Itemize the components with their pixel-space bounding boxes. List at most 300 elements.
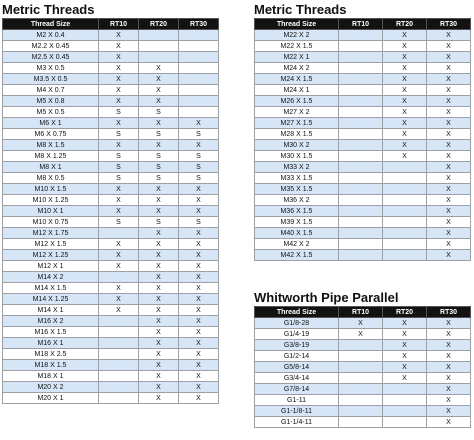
compatibility-cell	[179, 41, 219, 52]
compatibility-cell	[339, 395, 383, 406]
header-row	[255, 19, 471, 30]
table-row	[3, 30, 219, 41]
table-row	[255, 129, 471, 140]
compatibility-cell: X	[427, 384, 471, 395]
thread-size-cell: M22 X 1	[255, 52, 339, 63]
thread-size-cell: M14 X 2	[3, 272, 99, 283]
thread-size-cell: M8 X 0.5	[3, 173, 99, 184]
compatibility-cell	[383, 395, 427, 406]
compatibility-cell: X	[139, 349, 179, 360]
thread-size-cell: M20 X 1	[3, 393, 99, 404]
compatibility-cell: X	[383, 85, 427, 96]
table-row	[3, 349, 219, 360]
rt30-header: RT30	[179, 19, 219, 30]
compatibility-cell: X	[179, 250, 219, 261]
compatibility-cell: X	[99, 283, 139, 294]
compatibility-cell: S	[179, 151, 219, 162]
compatibility-cell: X	[99, 30, 139, 41]
compatibility-cell	[99, 393, 139, 404]
compatibility-cell: X	[427, 184, 471, 195]
compatibility-cell	[339, 195, 383, 206]
rt10-header: RT10	[339, 307, 383, 318]
table-row	[255, 417, 471, 428]
thread-size-cell: M8 X 1.25	[3, 151, 99, 162]
compatibility-cell: X	[139, 261, 179, 272]
thread-size-cell: G1/2-14	[255, 351, 339, 362]
compatibility-cell: X	[99, 206, 139, 217]
table-row	[255, 239, 471, 250]
compatibility-cell: X	[383, 52, 427, 63]
thread-size-cell: M42 X 2	[255, 239, 339, 250]
compatibility-cell	[339, 85, 383, 96]
compatibility-cell: X	[99, 140, 139, 151]
thread-size-cell: M12 X 1.5	[3, 239, 99, 250]
table-row	[3, 272, 219, 283]
section-title: Metric Threads	[2, 2, 95, 17]
compatibility-cell: X	[179, 294, 219, 305]
compatibility-cell: X	[139, 140, 179, 151]
compatibility-cell: X	[139, 250, 179, 261]
compatibility-cell: X	[339, 329, 383, 340]
compatibility-cell: X	[427, 173, 471, 184]
compatibility-cell	[99, 316, 139, 327]
compatibility-cell	[99, 360, 139, 371]
compatibility-cell: S	[139, 173, 179, 184]
compatibility-cell: X	[383, 107, 427, 118]
compatibility-cell: X	[179, 360, 219, 371]
compatibility-cell	[383, 384, 427, 395]
compatibility-cell	[339, 417, 383, 428]
compatibility-cell: S	[139, 162, 179, 173]
compatibility-cell	[339, 173, 383, 184]
compatibility-cell: X	[179, 184, 219, 195]
table-row	[3, 371, 219, 382]
thread-size-cell: M18 X 1	[3, 371, 99, 382]
compatibility-cell: X	[179, 393, 219, 404]
compatibility-cell: X	[427, 162, 471, 173]
compatibility-cell: X	[383, 41, 427, 52]
compatibility-cell	[179, 107, 219, 118]
thread-size-cell: M5 X 0.5	[3, 107, 99, 118]
table-row	[255, 206, 471, 217]
table-row	[255, 228, 471, 239]
thread-size-cell: M6 X 0.75	[3, 129, 99, 140]
thread-size-cell: M30 X 1.5	[255, 151, 339, 162]
table-row	[255, 107, 471, 118]
rt30-header: RT30	[427, 19, 471, 30]
thread-size-cell: M24 X 2	[255, 63, 339, 74]
compatibility-cell: X	[427, 329, 471, 340]
table-row	[3, 96, 219, 107]
header-row	[3, 19, 219, 30]
compatibility-cell: X	[427, 228, 471, 239]
compatibility-cell	[99, 371, 139, 382]
rt20-header: RT20	[383, 307, 427, 318]
compatibility-cell: X	[383, 96, 427, 107]
thread-size-cell: M6 X 1	[3, 118, 99, 129]
table-row	[3, 217, 219, 228]
compatibility-cell: X	[99, 63, 139, 74]
thread-size-cell: G1/8-28	[255, 318, 339, 329]
compatibility-cell: X	[179, 382, 219, 393]
table-row	[255, 30, 471, 41]
compatibility-cell: X	[383, 362, 427, 373]
table-row	[255, 173, 471, 184]
compatibility-cell: X	[139, 85, 179, 96]
compatibility-cell: S	[99, 151, 139, 162]
compatibility-cell: X	[383, 118, 427, 129]
compatibility-cell: S	[139, 151, 179, 162]
table-row	[3, 338, 219, 349]
rt20-header: RT20	[383, 19, 427, 30]
compatibility-cell: X	[99, 85, 139, 96]
compatibility-cell: X	[383, 340, 427, 351]
thread-size-cell: M10 X 1.25	[3, 195, 99, 206]
compatibility-cell: X	[139, 206, 179, 217]
table-row	[255, 151, 471, 162]
table-row	[3, 162, 219, 173]
compatibility-cell: S	[99, 129, 139, 140]
compatibility-cell	[383, 228, 427, 239]
compatibility-cell: X	[99, 41, 139, 52]
table-row	[3, 195, 219, 206]
compatibility-cell: S	[179, 129, 219, 140]
compatibility-cell	[383, 406, 427, 417]
table-row	[3, 129, 219, 140]
compatibility-cell: X	[339, 318, 383, 329]
thread-size-cell: M24 X 1	[255, 85, 339, 96]
compatibility-cell	[339, 118, 383, 129]
compatibility-cell: X	[383, 318, 427, 329]
thread-size-cell: M26 X 1.5	[255, 96, 339, 107]
compatibility-cell: X	[427, 52, 471, 63]
thread-size-cell: M16 X 1.5	[3, 327, 99, 338]
table-row	[255, 217, 471, 228]
thread-size-cell: M12 X 1.25	[3, 250, 99, 261]
compatibility-cell: X	[427, 340, 471, 351]
compatibility-cell	[339, 129, 383, 140]
compatibility-cell: S	[99, 217, 139, 228]
compatibility-cell: X	[427, 217, 471, 228]
thread-size-cell: M33 X 1.5	[255, 173, 339, 184]
compatibility-cell: X	[427, 63, 471, 74]
compatibility-cell	[339, 340, 383, 351]
table-row	[3, 74, 219, 85]
compatibility-cell	[179, 30, 219, 41]
compatibility-cell: X	[99, 74, 139, 85]
compatibility-cell	[339, 206, 383, 217]
thread-size-cell: M5 X 0.8	[3, 96, 99, 107]
table-row	[3, 327, 219, 338]
compatibility-cell: X	[427, 250, 471, 261]
compatibility-cell	[139, 41, 179, 52]
compatibility-cell: X	[99, 118, 139, 129]
compatibility-cell: X	[427, 195, 471, 206]
compatibility-cell: X	[139, 272, 179, 283]
compatibility-cell: X	[99, 261, 139, 272]
thread-size-cell: M20 X 2	[3, 382, 99, 393]
compatibility-cell: X	[427, 351, 471, 362]
compatibility-cell	[339, 228, 383, 239]
thread-size-cell: M12 X 1	[3, 261, 99, 272]
table-row	[3, 294, 219, 305]
thread-size-cell: G3/4-14	[255, 373, 339, 384]
thread-size-cell: M18 X 2.5	[3, 349, 99, 360]
compatibility-cell: S	[99, 107, 139, 118]
table-row	[3, 206, 219, 217]
compatibility-cell: X	[139, 195, 179, 206]
compatibility-cell: X	[427, 140, 471, 151]
compatibility-cell: X	[99, 195, 139, 206]
table-row	[255, 63, 471, 74]
compatibility-cell: X	[427, 206, 471, 217]
compatibility-cell: X	[179, 327, 219, 338]
compatibility-cell: X	[383, 373, 427, 384]
compatibility-cell	[339, 184, 383, 195]
thread-size-cell: M2.5 X 0.45	[3, 52, 99, 63]
thread-size-cell: M10 X 1.5	[3, 184, 99, 195]
compatibility-cell: X	[179, 272, 219, 283]
compatibility-cell: X	[427, 417, 471, 428]
compatibility-cell: X	[427, 96, 471, 107]
table-row	[3, 140, 219, 151]
compatibility-cell	[99, 272, 139, 283]
compatibility-cell	[339, 384, 383, 395]
compatibility-cell: X	[179, 140, 219, 151]
compatibility-cell	[339, 41, 383, 52]
compatibility-cell: X	[427, 129, 471, 140]
compatibility-cell: X	[139, 118, 179, 129]
compatibility-cell: X	[99, 305, 139, 316]
compatibility-cell	[339, 63, 383, 74]
thread-size-cell: M8 X 1	[3, 162, 99, 173]
header-row	[255, 307, 471, 318]
compatibility-cell: X	[427, 118, 471, 129]
thread-size-cell: M36 X 1.5	[255, 206, 339, 217]
thread-size-cell: M14 X 1	[3, 305, 99, 316]
compatibility-cell: X	[179, 283, 219, 294]
compatibility-cell: S	[139, 217, 179, 228]
thread-size-cell: M22 X 2	[255, 30, 339, 41]
table-row	[3, 151, 219, 162]
compatibility-cell: X	[139, 63, 179, 74]
table-row	[255, 74, 471, 85]
compatibility-cell: S	[99, 162, 139, 173]
compatibility-cell	[339, 239, 383, 250]
rt20-header: RT20	[139, 19, 179, 30]
metric-threads-right-section	[254, 1, 471, 261]
table-row	[3, 85, 219, 96]
compatibility-cell: X	[139, 294, 179, 305]
table-row	[3, 41, 219, 52]
thread-size-cell: G1-1/4-11	[255, 417, 339, 428]
compatibility-cell: X	[179, 338, 219, 349]
compatibility-cell	[339, 30, 383, 41]
thread-size-cell: M3.5 X 0.5	[3, 74, 99, 85]
thread-size-header: Thread Size	[255, 19, 339, 30]
compatibility-cell	[383, 173, 427, 184]
compatibility-cell: X	[427, 395, 471, 406]
thread-size-cell: M14 X 1.5	[3, 283, 99, 294]
compatibility-cell: X	[99, 184, 139, 195]
table-row	[255, 41, 471, 52]
thread-size-cell: M8 X 1.5	[3, 140, 99, 151]
compatibility-cell	[99, 327, 139, 338]
compatibility-cell: X	[427, 151, 471, 162]
compatibility-cell	[383, 162, 427, 173]
compatibility-cell	[383, 184, 427, 195]
compatibility-cell: S	[179, 162, 219, 173]
compatibility-cell	[383, 417, 427, 428]
compatibility-cell	[339, 74, 383, 85]
compatibility-cell: X	[383, 129, 427, 140]
thread-size-cell: M42 X 1.5	[255, 250, 339, 261]
compatibility-cell	[339, 351, 383, 362]
compatibility-cell: X	[427, 41, 471, 52]
compatibility-cell: X	[427, 30, 471, 41]
compatibility-cell: X	[139, 338, 179, 349]
compatibility-cell: X	[383, 74, 427, 85]
thread-size-cell: G5/8-14	[255, 362, 339, 373]
metric-threads-table-left	[2, 18, 219, 404]
table-row	[255, 184, 471, 195]
compatibility-cell	[99, 382, 139, 393]
compatibility-cell: X	[139, 360, 179, 371]
thread-size-cell: M4 X 0.7	[3, 85, 99, 96]
compatibility-cell: X	[99, 96, 139, 107]
compatibility-cell: X	[179, 206, 219, 217]
table-row	[3, 261, 219, 272]
compatibility-cell	[99, 338, 139, 349]
rt10-header: RT10	[339, 19, 383, 30]
compatibility-cell	[179, 85, 219, 96]
compatibility-cell: S	[99, 173, 139, 184]
table-row	[3, 184, 219, 195]
table-row	[255, 406, 471, 417]
compatibility-cell: X	[179, 371, 219, 382]
thread-size-cell: M30 X 2	[255, 140, 339, 151]
compatibility-cell	[339, 362, 383, 373]
compatibility-cell: X	[99, 52, 139, 63]
whitworth-pipe-parallel-table	[254, 306, 471, 428]
thread-size-cell: M40 X 1.5	[255, 228, 339, 239]
compatibility-cell	[339, 140, 383, 151]
table-row	[255, 250, 471, 261]
compatibility-cell: X	[427, 406, 471, 417]
compatibility-cell: X	[179, 316, 219, 327]
table-row	[255, 351, 471, 362]
compatibility-cell: X	[139, 382, 179, 393]
compatibility-cell	[339, 162, 383, 173]
table-row	[255, 362, 471, 373]
compatibility-cell: S	[179, 173, 219, 184]
compatibility-cell: S	[139, 129, 179, 140]
compatibility-cell: S	[179, 217, 219, 228]
thread-size-cell: M28 X 1.5	[255, 129, 339, 140]
rt30-header: RT30	[427, 307, 471, 318]
section-title: Metric Threads	[254, 2, 347, 17]
compatibility-cell: X	[179, 195, 219, 206]
compatibility-cell: X	[383, 63, 427, 74]
compatibility-cell	[383, 217, 427, 228]
compatibility-cell: X	[383, 30, 427, 41]
thread-size-cell: M3 X 0.5	[3, 63, 99, 74]
compatibility-cell: X	[427, 239, 471, 250]
compatibility-cell	[383, 195, 427, 206]
compatibility-cell	[339, 250, 383, 261]
compatibility-cell: S	[139, 107, 179, 118]
table-row	[3, 283, 219, 294]
compatibility-cell	[339, 96, 383, 107]
compatibility-cell	[339, 151, 383, 162]
compatibility-cell	[339, 373, 383, 384]
compatibility-cell: X	[427, 74, 471, 85]
table-row	[255, 140, 471, 151]
table-row	[3, 118, 219, 129]
rt10-header: RT10	[99, 19, 139, 30]
table-row	[3, 305, 219, 316]
thread-size-cell: G1/4-19	[255, 329, 339, 340]
metric-threads-table-right	[254, 18, 471, 261]
table-row	[3, 63, 219, 74]
compatibility-cell: X	[179, 118, 219, 129]
thread-size-cell: M27 X 2	[255, 107, 339, 118]
thread-size-cell: M2 X 0.4	[3, 30, 99, 41]
compatibility-cell	[99, 228, 139, 239]
compatibility-cell: X	[179, 261, 219, 272]
compatibility-cell: X	[383, 151, 427, 162]
thread-size-cell: M16 X 2	[3, 316, 99, 327]
table-row	[3, 107, 219, 118]
compatibility-cell: X	[139, 327, 179, 338]
compatibility-cell: X	[179, 305, 219, 316]
table-row	[3, 228, 219, 239]
thread-size-cell: M24 X 1.5	[255, 74, 339, 85]
thread-size-cell: G7/8-14	[255, 384, 339, 395]
table-row	[255, 384, 471, 395]
thread-size-cell: G3/8-19	[255, 340, 339, 351]
compatibility-cell	[179, 74, 219, 85]
table-row	[255, 118, 471, 129]
thread-size-cell: G1-11	[255, 395, 339, 406]
compatibility-cell: X	[427, 107, 471, 118]
table-row	[3, 239, 219, 250]
thread-size-cell: M36 X 2	[255, 195, 339, 206]
compatibility-cell: X	[383, 140, 427, 151]
thread-size-header: Thread Size	[255, 307, 339, 318]
compatibility-cell	[99, 349, 139, 360]
metric-threads-left-section	[2, 1, 219, 404]
compatibility-cell	[339, 217, 383, 228]
thread-size-cell: M22 X 1.5	[255, 41, 339, 52]
thread-size-cell: G1-1/8-11	[255, 406, 339, 417]
compatibility-cell: X	[139, 184, 179, 195]
table-row	[3, 52, 219, 63]
compatibility-cell: X	[139, 239, 179, 250]
thread-size-cell: M39 X 1.5	[255, 217, 339, 228]
table-row	[3, 382, 219, 393]
compatibility-cell	[339, 107, 383, 118]
table-row	[3, 393, 219, 404]
compatibility-cell	[383, 239, 427, 250]
compatibility-cell: X	[427, 318, 471, 329]
thread-size-cell: M33 X 2	[255, 162, 339, 173]
table-row	[3, 173, 219, 184]
compatibility-cell	[179, 63, 219, 74]
compatibility-cell	[339, 52, 383, 63]
whitworth-pipe-parallel-section	[254, 289, 471, 428]
compatibility-cell: X	[179, 228, 219, 239]
